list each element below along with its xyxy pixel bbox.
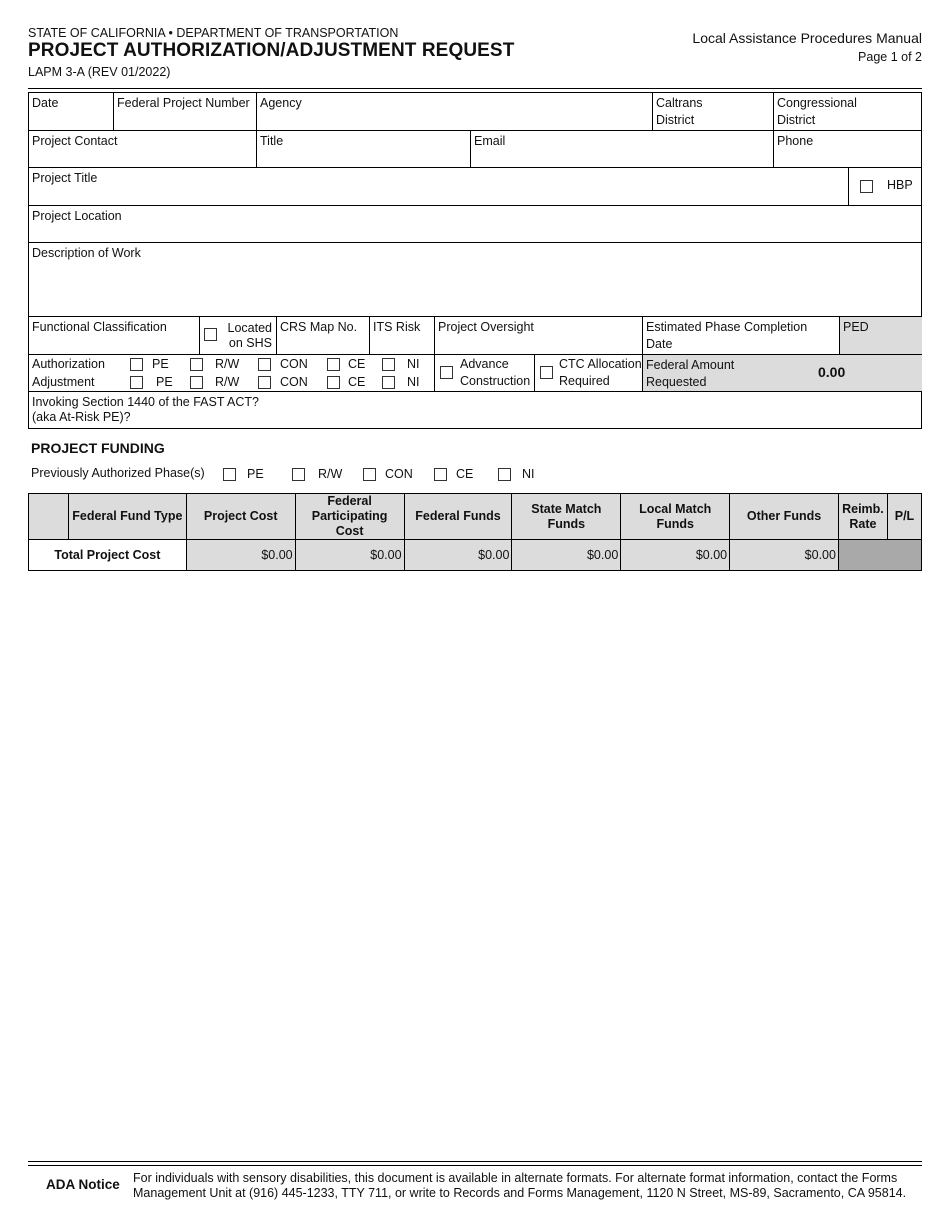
its-risk-label: ITS Risk: [373, 320, 421, 334]
phase-selection: [29, 355, 435, 392]
ada-notice-text: For individuals with sensory disabilities, this document is available in alternate formats. For alternate format information, contact the Forms Management Unit at (916) 445-1233, TTY 711, or write to Records and Forms Management, 1120 N Street, MS-89, Sacramento, CA 95814.: [133, 1171, 907, 1200]
funding-table-header: [29, 494, 922, 540]
project-contact-field[interactable]: [29, 131, 257, 168]
state-match-funds-header: State Match Funds: [512, 494, 621, 540]
crs-map-no-field[interactable]: [277, 317, 370, 355]
authorization-con-checkbox[interactable]: [258, 358, 271, 371]
adjustment-pe-label: PE: [156, 375, 173, 389]
federal-participating-cost-header: Federal Participating Cost: [295, 494, 404, 540]
fast-act-question: Invoking Section 1440 of the FAST ACT?: [32, 395, 259, 409]
caltrans-district-label-2: District: [656, 113, 695, 127]
functional-classification-label: Functional Classification: [32, 320, 167, 334]
authorization-ce-checkbox[interactable]: [327, 358, 340, 371]
caltrans-district-label: Caltrans: [656, 96, 703, 110]
authorization-rw-label: R/W: [215, 357, 240, 371]
prev-ni-label: NI: [522, 467, 535, 481]
adjustment-pe-checkbox[interactable]: [130, 376, 143, 389]
project-contact-label: Project Contact: [32, 134, 118, 148]
manual-name: Local Assistance Procedures Manual: [692, 30, 922, 46]
located-on-shs-option: [200, 317, 277, 355]
congressional-district-field[interactable]: [774, 93, 922, 131]
project-oversight-label: Project Oversight: [438, 320, 534, 334]
functional-classification-field[interactable]: [29, 317, 200, 355]
estimated-phase-completion-date-label: Estimated Phase Completion Date: [646, 320, 808, 351]
project-location-field[interactable]: [29, 206, 922, 243]
date-label: Date: [32, 96, 59, 110]
adjustment-ce-label: CE: [348, 375, 366, 389]
adjustment-rw-label: R/W: [215, 375, 240, 389]
authorization-ni-label: NI: [407, 357, 420, 371]
footer-divider: [28, 1161, 922, 1162]
advance-construction-label: Advance: [460, 357, 509, 371]
ctc-allocation-option: [535, 355, 643, 392]
local-match-funds-header: Local Match Funds: [621, 494, 730, 540]
authorization-pe-checkbox[interactable]: [130, 358, 143, 371]
located-on-shs-label: Located: [227, 321, 272, 335]
project-title-field[interactable]: [29, 168, 849, 206]
prev-ce-label: CE: [456, 467, 474, 481]
authorization-con-label: CON: [280, 357, 308, 371]
project-funding-heading: PROJECT FUNDING: [31, 440, 165, 456]
title-field[interactable]: [257, 131, 471, 168]
federal-amount-requested-label-2: Requested: [646, 375, 707, 389]
adjustment-con-checkbox[interactable]: [258, 376, 271, 389]
project-oversight-field[interactable]: [435, 317, 643, 355]
total-project-cost-value: $0.00: [186, 540, 295, 571]
fast-act-field[interactable]: [29, 392, 922, 429]
crs-map-no-label: CRS Map No.: [280, 320, 358, 334]
header-divider: [28, 88, 922, 89]
ctc-allocation-label: CTC Allocation: [559, 357, 642, 371]
prev-pe-label: PE: [247, 467, 264, 481]
prev-con-label: CON: [385, 467, 413, 481]
fast-act-question-2: (aka At-Risk PE)?: [32, 410, 131, 424]
advance-construction-checkbox[interactable]: [440, 366, 453, 379]
project-location-label: Project Location: [32, 209, 122, 223]
reimb-rate-header: Reimb. Rate: [838, 494, 887, 540]
authorization-ni-checkbox[interactable]: [382, 358, 395, 371]
total-state-match-funds-value: $0.00: [512, 540, 621, 571]
total-federal-funds-value: $0.00: [404, 540, 512, 571]
description-of-work-field[interactable]: [29, 243, 922, 317]
previously-authorized-label: Previously Authorized Phase(s): [31, 466, 205, 480]
federal-project-number-label: Federal Project Number: [117, 96, 250, 110]
total-project-cost-row: [29, 540, 922, 571]
ped-field[interactable]: [840, 317, 922, 355]
date-field[interactable]: [29, 93, 114, 131]
adjustment-label: Adjustment: [32, 375, 95, 389]
prev-rw-checkbox[interactable]: [292, 468, 305, 481]
adjustment-ni-label: NI: [407, 375, 420, 389]
email-field[interactable]: [471, 131, 774, 168]
prev-ni-checkbox[interactable]: [498, 468, 511, 481]
prev-rw-label: R/W: [318, 467, 343, 481]
federal-amount-requested-value: 0.00: [818, 364, 846, 380]
total-project-cost-label: Total Project Cost: [29, 540, 187, 571]
prev-con-checkbox[interactable]: [363, 468, 376, 481]
hbp-checkbox[interactable]: [860, 180, 873, 193]
adjustment-ce-checkbox[interactable]: [327, 376, 340, 389]
adjustment-con-label: CON: [280, 375, 308, 389]
project-funding-table: [28, 493, 922, 571]
total-local-match-funds-value: $0.00: [621, 540, 730, 571]
hbp-option: [849, 168, 922, 206]
page-number: Page 1 of 2: [858, 50, 922, 64]
project-cost-header: Project Cost: [186, 494, 295, 540]
phone-label: Phone: [777, 134, 814, 148]
congressional-district-label: Congressional: [777, 96, 857, 110]
total-row-shaded-cell: [838, 540, 921, 571]
page-title: PROJECT AUTHORIZATION/ADJUSTMENT REQUEST: [28, 40, 515, 61]
pl-header: P/L: [887, 494, 921, 540]
ctc-allocation-checkbox[interactable]: [540, 366, 553, 379]
authorization-rw-checkbox[interactable]: [190, 358, 203, 371]
agency-field[interactable]: [257, 93, 653, 131]
federal-amount-requested-label: Federal Amount: [646, 358, 735, 372]
prev-ce-checkbox[interactable]: [434, 468, 447, 481]
caltrans-district-field[interactable]: [653, 93, 774, 131]
ada-notice-label: ADA Notice: [46, 1177, 120, 1192]
advance-construction-label-2: Construction: [460, 374, 531, 388]
total-other-funds-value: $0.00: [730, 540, 839, 571]
authorization-label: Authorization: [32, 357, 105, 371]
authorization-ce-label: CE: [348, 357, 366, 371]
form-id: LAPM 3-A (REV 01/2022): [28, 65, 171, 79]
ctc-allocation-label-2: Required: [559, 374, 610, 388]
authorization-pe-label: PE: [152, 357, 169, 371]
hbp-label: HBP: [887, 178, 913, 192]
footer-divider-2: [28, 1165, 922, 1166]
other-funds-header: Other Funds: [730, 494, 839, 540]
federal-fund-type-header: Federal Fund Type: [68, 494, 186, 540]
federal-project-number-field[interactable]: [114, 93, 257, 131]
phone-field[interactable]: [774, 131, 922, 168]
agency-label: Agency: [260, 96, 302, 110]
description-of-work-label: Description of Work: [32, 246, 141, 260]
total-federal-participating-cost-value: $0.00: [295, 540, 404, 571]
estimated-phase-completion-date-field[interactable]: [643, 317, 840, 355]
advance-construction-option: [435, 355, 535, 392]
its-risk-field[interactable]: [370, 317, 435, 355]
prev-pe-checkbox[interactable]: [223, 468, 236, 481]
adjustment-rw-checkbox[interactable]: [190, 376, 203, 389]
located-on-shs-checkbox[interactable]: [204, 328, 217, 341]
project-title-label: Project Title: [32, 171, 98, 185]
row-selector-header: [29, 494, 69, 540]
title-label: Title: [260, 134, 284, 148]
located-on-shs-label-2: on SHS: [228, 336, 272, 350]
project-info-grid: [28, 92, 922, 429]
form-header: [28, 26, 922, 84]
federal-funds-header: Federal Funds: [404, 494, 512, 540]
congressional-district-label-2: District: [777, 113, 816, 127]
email-label: Email: [474, 134, 506, 148]
federal-amount-requested-field[interactable]: [643, 355, 922, 392]
agency-line: STATE OF CALIFORNIA • DEPARTMENT OF TRANSPORTATION: [28, 26, 399, 40]
ped-label: PED: [843, 320, 869, 334]
adjustment-ni-checkbox[interactable]: [382, 376, 395, 389]
